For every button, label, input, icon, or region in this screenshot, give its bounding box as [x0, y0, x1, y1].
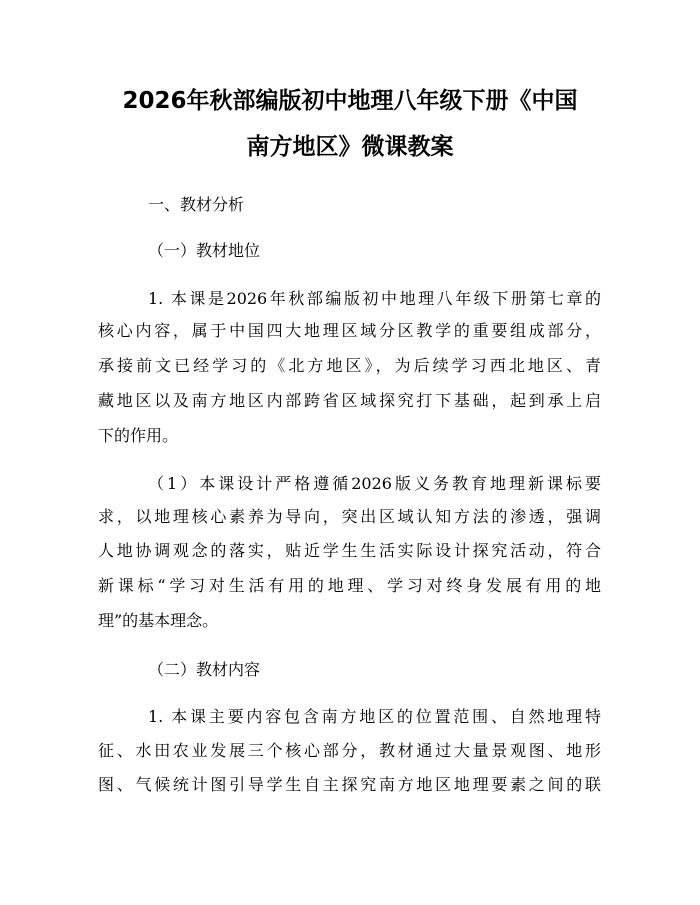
section-heading-textbook-analysis: 一、教材分析	[148, 195, 245, 214]
subsection-heading-textbook-content: （二）教材内容	[148, 660, 261, 679]
paragraph-2-line-1: （1）本课设计严格遵循2026版义务教育地理新课标要	[148, 474, 601, 493]
paragraph-1-line-2: 核心内容，属于中国四大地理区域分区教学的重要组成部分，	[98, 321, 601, 340]
paragraph-1-line-5: 下的作用。	[98, 426, 179, 445]
paragraph-2-line-5: 理”的基本理念。	[98, 611, 219, 630]
paragraph-3-line-3: 图、气候统计图引导学生自主探究南方地区地理要素之间的联	[98, 775, 601, 794]
paragraph-3-line-1: 1. 本课主要内容包含南方地区的位置范围、自然地理特	[148, 707, 601, 726]
document-title-line-2: 南方地区》微课教案	[246, 134, 454, 160]
paragraph-3-line-2: 征、水田农业发展三个核心部分，教材通过大量景观图、地形	[98, 741, 601, 760]
paragraph-1-line-3: 承接前文已经学习的《北方地区》，为后续学习西北地区、青	[98, 356, 601, 375]
paragraph-1-line-1: 1. 本课是2026年秋部编版初中地理八年级下册第七章的	[148, 289, 601, 308]
subsection-heading-textbook-position: （一）教材地位	[148, 241, 261, 260]
paragraph-1-line-4: 藏地区以及南方地区内部跨省区域探究打下基础，起到承上启	[98, 391, 601, 410]
paragraph-2-line-4: 新课标“学习对生活有用的地理、学习对终身发展有用的地	[98, 576, 601, 595]
paragraph-2-line-2: 求，以地理核心素养为导向，突出区域认知方法的渗透，强调	[98, 507, 601, 526]
paragraph-2-line-3: 人地协调观念的落实，贴近学生生活实际设计探究活动，符合	[98, 541, 601, 560]
document-title-line-1: 2026年秋部编版初中地理八年级下册《中国	[122, 88, 578, 114]
